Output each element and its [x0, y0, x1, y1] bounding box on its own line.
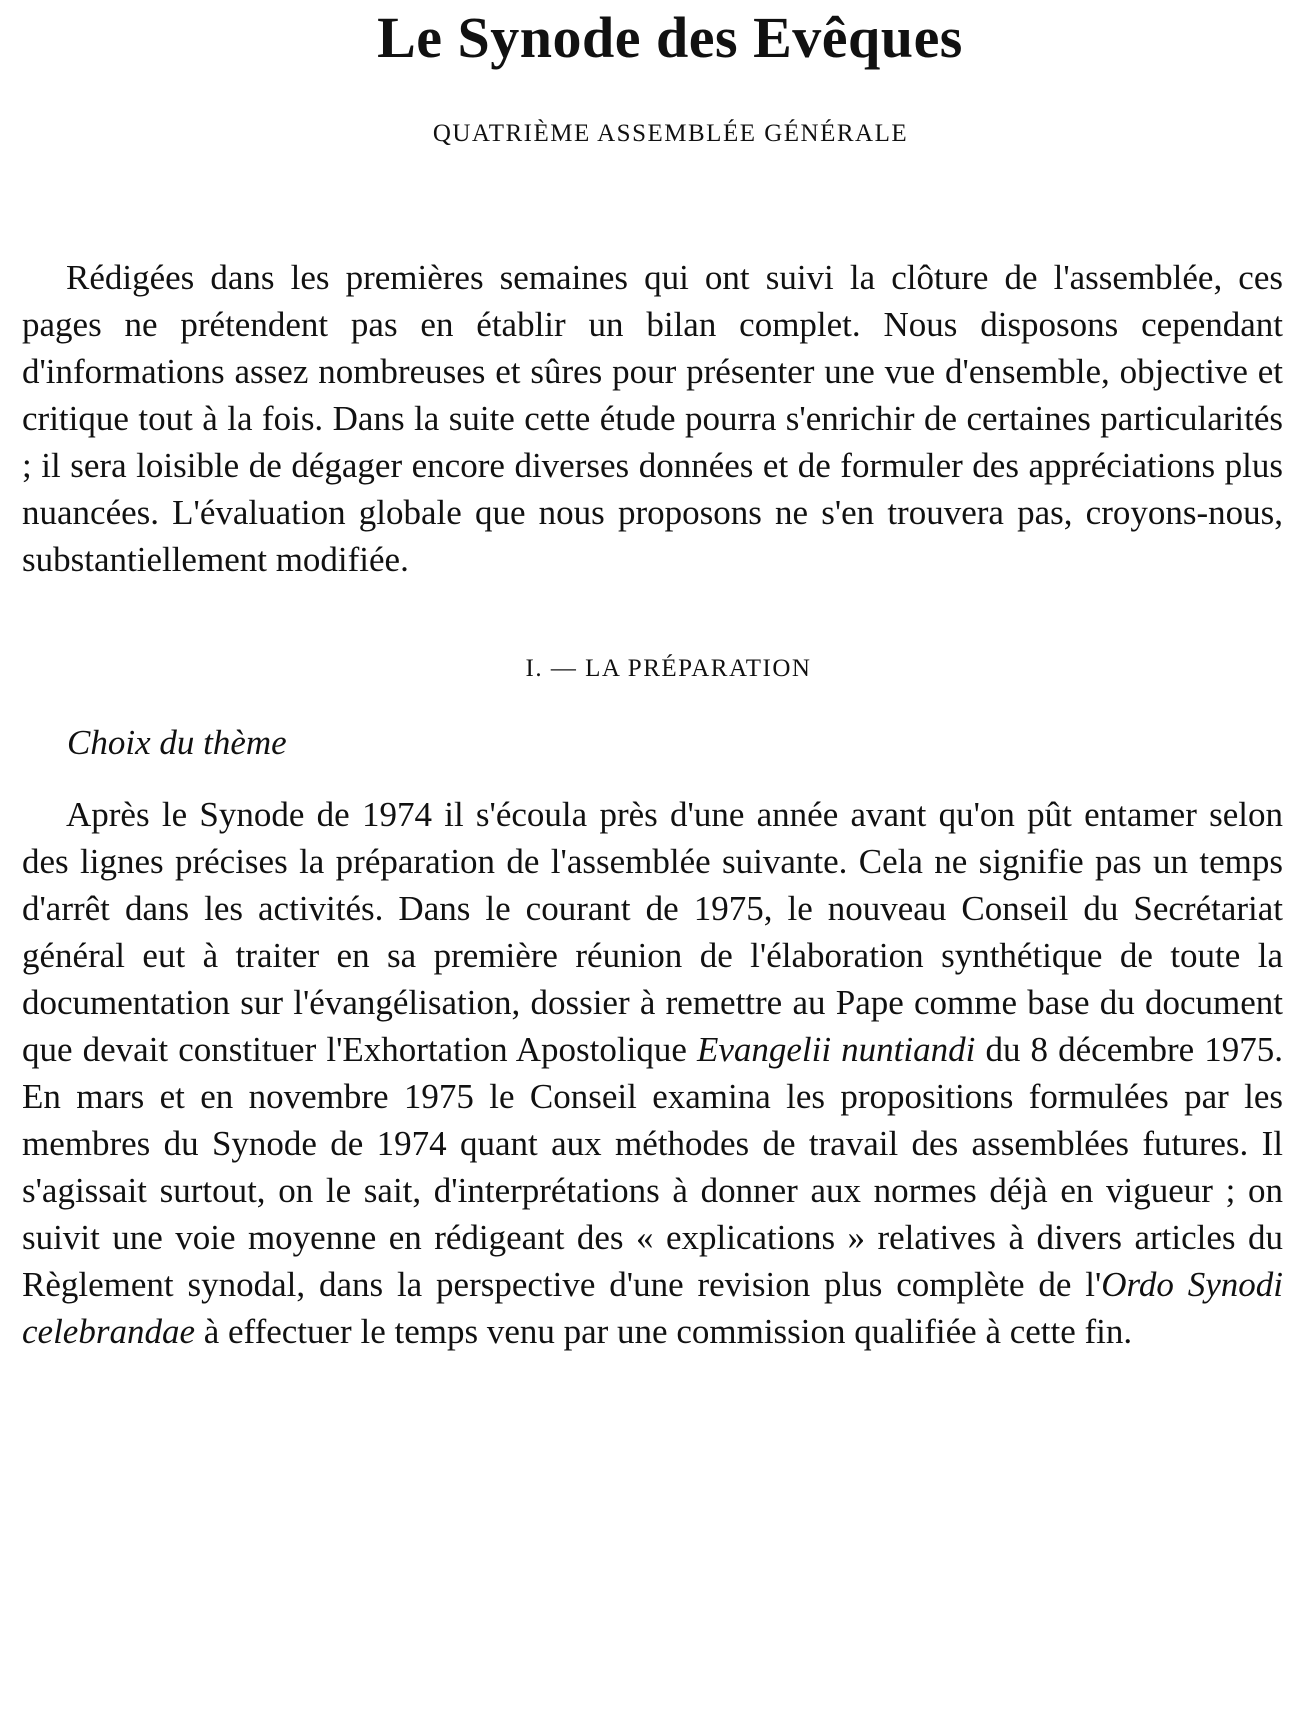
body-text-part-2: du 8 décembre 1975. En mars et en novembre 1975 le Conseil examina les propositions formulées par les membres du Synode de 1974 quant aux méthodes de travail des assemblées futures. Il s'agissait surtout, on le sait, d'interprétations à donner aux normes déjà en vigueur ; on suivit une voie moyenne en rédigeant des « explications » relatives à divers articles du Règlement synodal, dans la perspective d'une revision plus complète de l'	[22, 1030, 1283, 1304]
body-paragraph	[22, 791, 1283, 1355]
section-heading: I. — LA PRÉPARATION	[525, 655, 812, 682]
intro-paragraph: Rédigées dans les premières semaines qui ont suivi la clôture de l'assemblée, ces pages ne prétendent pas en établir un bilan complet. Nous disposons cependant d'informations assez nombreuses et sûres pour présenter une vue d'ensemble, objective et critique tout à la fois. Dans la suite cette étude pourra s'enrichir de certaines particularités ; il sera loisible de dégager encore diverses données et de formuler des appréciations plus nuancées. L'évaluation globale que nous proposons ne s'en trouvera pas, croyons-nous, substantiellement modifiée.	[22, 258, 1283, 579]
subsection-heading: Choix du thème	[67, 723, 287, 762]
document-subtitle: QUATRIÈME ASSEMBLÉE GÉNÉRALE	[432, 120, 909, 147]
body-text-part-3: à effectuer le temps venu par une commission qualifiée à cette fin.	[194, 1312, 1133, 1351]
body-text-part-1: Après le Synode de 1974 il s'écoula près d'une année avant qu'on pût entamer selon des lignes précises la préparation de l'assemblée suivante. Cela ne signifie pas un temps d'arrêt dans les activités. Dans le courant de 1975, le nouveau Conseil du Secrétariat général eut à traiter en sa première réunion de l'élaboration synthétique de toute la documentation sur l'évangélisation, dossier à remettre au Pape comme base du document que devait constituer l'Exhortation Apostolique	[22, 795, 1283, 1069]
document-title: Le Synode des Evêques	[377, 5, 963, 70]
italic-title-ordo: Ordo Synodi celebrandae	[22, 1265, 1283, 1351]
italic-title-evangelii: Evangelii nuntiandi	[696, 1030, 976, 1069]
